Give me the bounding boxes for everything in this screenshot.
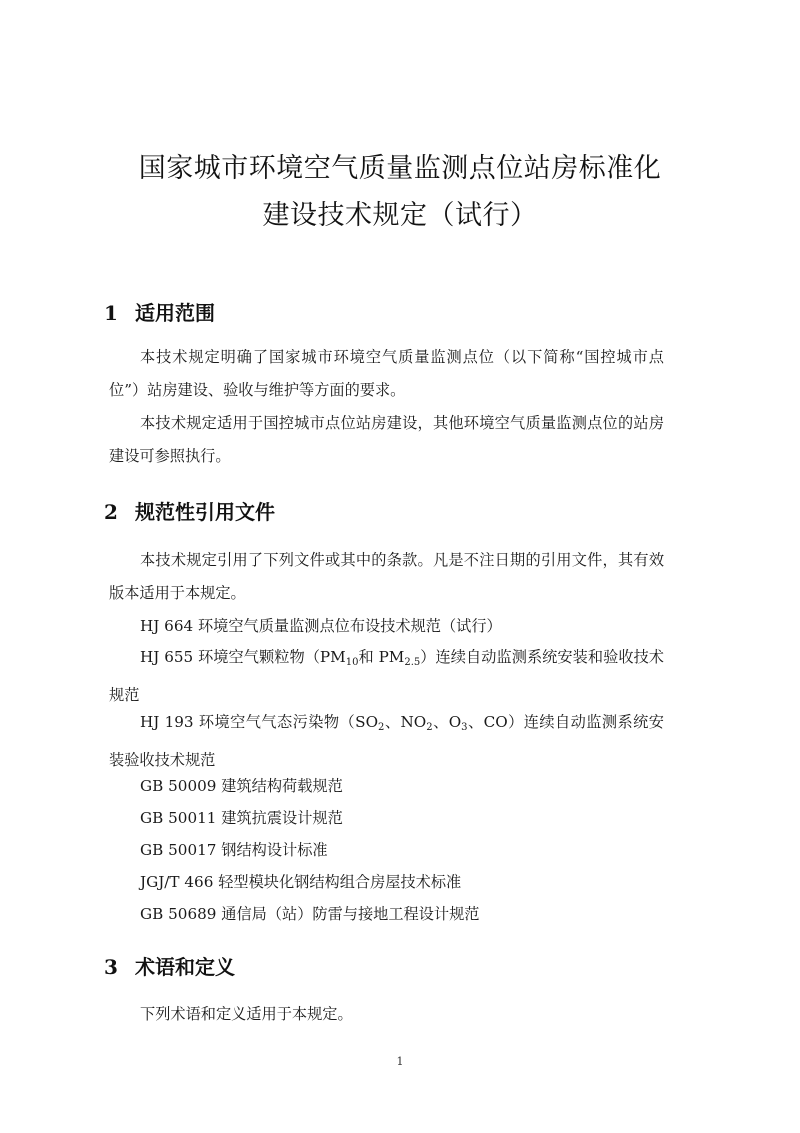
section-number: 3 [104, 955, 118, 979]
section-number: 2 [104, 500, 118, 524]
section-heading-2 [104, 496, 275, 525]
reference-gb50689: GB 50689 通信局（站）防雷与接地工程设计规范 [140, 905, 480, 923]
section-heading-3 [104, 951, 235, 980]
section3-intro: 下列术语和定义适用于本规定。 [140, 1005, 353, 1023]
reference-hj193: HJ 193 环境空气气态污染物（$SO_2$、$NO_2$、$O_3$、CO）连续自动监测系统安装验收技术规范 [109, 713, 664, 769]
section-title: 术语和定义 [135, 955, 235, 979]
section-title: 规范性引用文件 [135, 500, 275, 524]
section-number: 1 [104, 301, 118, 325]
section-heading-1 [104, 297, 215, 326]
section2-intro: 本技术规定引用了下列文件或其中的条款。凡是不注日期的引用文件，其有效版本适用于本规定。 [109, 551, 664, 602]
page-number: 1 [396, 1055, 404, 1068]
section1-paragraph2: 本技术规定适用于国控城市点位站房建设，其他环境空气质量监测点位的站房建设可参照执行。 [109, 414, 664, 465]
reference-jgj466: JGJ/T 466 轻型模块化钢结构组合房屋技术标准 [140, 873, 462, 891]
reference-gb50009: GB 50009 建筑结构荷载规范 [140, 777, 343, 795]
reference-hj664: HJ 664 环境空气质量监测点位布设技术规范（试行） [140, 617, 502, 635]
reference-hj655: HJ 655 环境空气颗粒物（$PM_{10}$和 $PM_{2.5}$）连续自动监测系统安装和验收技术规范 [109, 648, 664, 704]
document-title-line1: 国家城市环境空气质量监测点位站房标准化 [138, 153, 662, 184]
section-title: 适用范围 [135, 301, 215, 325]
reference-gb50011: GB 50011 建筑抗震设计规范 [140, 809, 343, 827]
reference-gb50017: GB 50017 钢结构设计标准 [140, 841, 328, 859]
document-title-line2: 建设技术规定（试行） [262, 200, 538, 231]
section1-paragraph1: 本技术规定明确了国家城市环境空气质量监测点位（以下简称“国控城市点位”）站房建设、验收与维护等方面的要求。 [109, 348, 664, 399]
